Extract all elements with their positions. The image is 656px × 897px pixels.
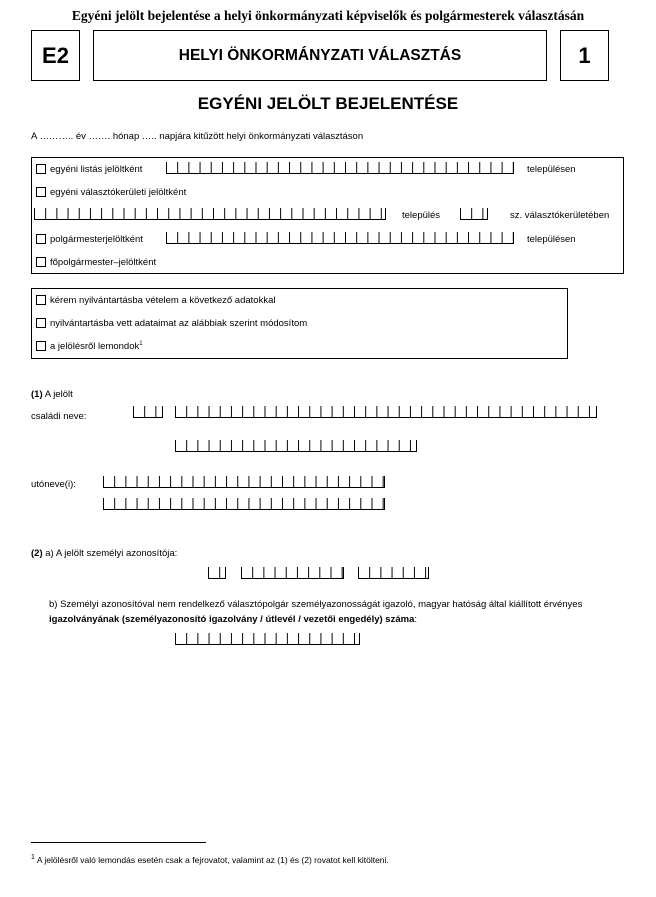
district-settlement-label: település [402, 210, 441, 221]
section2-b-label-bold [49, 614, 417, 625]
mayor-checkbox[interactable] [36, 234, 46, 244]
form-top-title: Egyéni jelölt bejelentése a helyi önkormányzati képviselők és polgármesterek választásán [71, 8, 585, 23]
individual-list-label: egyéni listás jelöltként [50, 164, 143, 175]
individual-list-settlement-field[interactable] [166, 162, 514, 174]
modify-checkbox[interactable] [36, 318, 46, 328]
section2-number: (2) [31, 548, 43, 559]
personal-id-field-1[interactable] [208, 567, 226, 579]
withdraw-label: a jelölésről lemondok [50, 341, 140, 353]
mayor-suffix: településen [527, 234, 576, 245]
register-checkbox[interactable] [36, 295, 46, 305]
withdraw-checkbox[interactable] [36, 341, 46, 351]
district-checkbox[interactable] [36, 187, 46, 197]
mayor-option[interactable] [36, 234, 143, 245]
individual-list-suffix: településen [527, 164, 576, 175]
family-name-field-1[interactable] [175, 406, 597, 418]
lord-mayor-checkbox[interactable] [36, 257, 46, 267]
section1-heading [31, 389, 73, 400]
footnote-separator [31, 842, 206, 843]
footnote [31, 854, 389, 865]
intro-line: A ……….. év ……. hónap ….. napjára kitűzött helyi önkormányzati választáson [31, 131, 364, 142]
personal-id-field-3[interactable] [358, 567, 429, 579]
form-code-box: E2 [31, 30, 80, 81]
mayor-label: polgármesterjelöltként [50, 234, 143, 245]
modify-label: nyilvántartásba vett adataimat az alábbiak szerint módosítom [50, 318, 308, 329]
footnote-mark: 1 [31, 854, 35, 861]
page-number-box: 1 [560, 30, 609, 81]
district-settlement-field[interactable] [34, 208, 386, 220]
district-suffix: sz. választókerületében [510, 210, 610, 221]
personal-id-field-2[interactable] [241, 567, 344, 579]
section2-b-colon: : [414, 614, 417, 625]
section1-number: (1) [31, 389, 43, 400]
district-option[interactable] [36, 187, 186, 198]
family-name-prefix-field[interactable] [133, 406, 163, 418]
family-name-label: családi neve: [31, 411, 87, 422]
given-name-field-2[interactable] [103, 498, 385, 510]
withdraw-option[interactable] [36, 341, 143, 352]
district-label: egyéni választókerületi jelöltként [50, 187, 187, 198]
register-label: kérem nyilvántartásba vételem a következő adatokkal [50, 295, 276, 306]
lord-mayor-label: főpolgármester–jelöltként [50, 257, 157, 268]
section2-a-text: a) A jelölt személyi azonosítója: [42, 548, 178, 559]
register-option[interactable] [36, 295, 275, 306]
main-title: EGYÉNI JELÖLT BEJELENTÉSE [197, 94, 459, 113]
mayor-settlement-field[interactable] [166, 232, 514, 244]
lord-mayor-option[interactable] [36, 257, 156, 268]
individual-list-checkbox[interactable] [36, 164, 46, 174]
withdraw-footnote-ref: 1 [139, 341, 143, 347]
family-name-field-2[interactable] [175, 440, 417, 452]
section1-title: A jelölt [42, 389, 73, 400]
given-name-field-1[interactable] [103, 476, 385, 488]
individual-list-option[interactable] [36, 164, 142, 175]
section2-a-label [31, 548, 177, 559]
modify-option[interactable] [36, 318, 307, 329]
district-number-field[interactable] [460, 208, 488, 220]
id-document-number-field[interactable] [175, 633, 360, 645]
given-name-label: utóneve(i): [31, 479, 76, 490]
section2-b-label: b) Személyi azonosítóval nem rendelkező választópolgár személyazonosságát igazoló, magyar hatóság által kiállított érvényes [49, 599, 583, 610]
section2-b-bold-text: igazolványának (személyazonosító igazolvány / útlevél / vezetői engedély) száma [49, 614, 415, 625]
election-title-box: HELYI ÖNKORMÁNYZATI VÁLASZTÁS [93, 30, 547, 81]
footnote-text: A jelölésről való lemondás esetén csak a fejrovatot, valamint az (1) és (2) rovatot kell kitölteni. [36, 854, 389, 865]
